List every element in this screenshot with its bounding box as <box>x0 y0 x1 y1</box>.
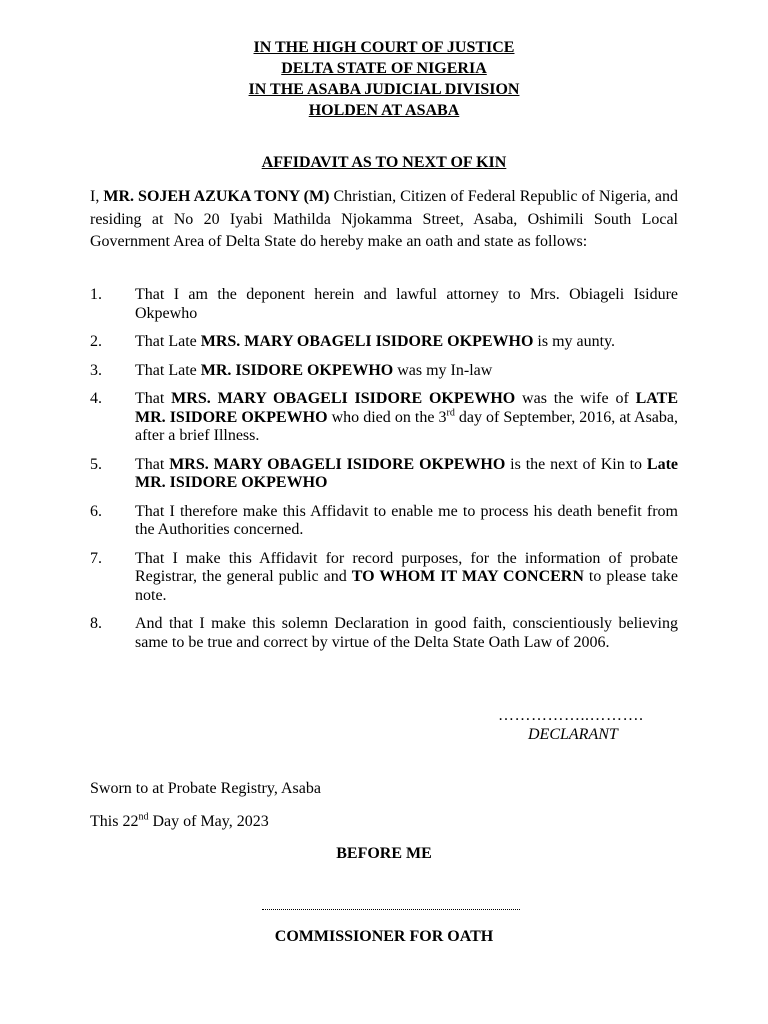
item-number: 2. <box>90 333 102 350</box>
sworn-location: Sworn to at Probate Registry, Asaba <box>90 780 321 797</box>
item-bold-name: MRS. MARY OBAGELI ISIDORE OKPEWHO <box>169 455 506 473</box>
sworn-date <box>90 813 269 831</box>
list-item <box>90 390 678 446</box>
item-bold-phrase: TO WHOM IT MAY CONCERN <box>351 568 584 585</box>
intro-prefix: I, <box>90 188 104 205</box>
item-text-part: That Late <box>135 333 201 350</box>
item-text: That I therefore make this Affidavit to enable me to process his death benefit from the Authorities concerned. <box>135 502 678 538</box>
item-text: That I am the deponent herein and lawful attorney to Mrs. Obiageli Isidure Okpewho <box>135 286 678 322</box>
list-item <box>90 333 678 352</box>
item-text <box>135 390 678 446</box>
commissioner-label: COMMISSIONER FOR OATH <box>274 928 494 945</box>
item-bold-name: Late MR. ISIDORE OKPEWHO <box>135 455 678 491</box>
item-bold-name: MRS. MARY OBAGELI ISIDORE OKPEWHO <box>171 390 516 407</box>
item-number: 5. <box>90 455 102 473</box>
item-number: 8. <box>90 615 102 632</box>
item-text-part: to please take note. <box>135 568 678 604</box>
list-item <box>90 615 678 652</box>
date-suffix: Day of May, 2023 <box>148 813 269 830</box>
item-text-part: was the wife of <box>515 390 636 407</box>
header-line-2: DELTA STATE OF NIGERIA <box>281 60 487 77</box>
item-bold-name: MR. ISIDORE OKPEWHO <box>200 361 394 379</box>
item-text-part: That <box>135 390 172 407</box>
header-line-4: HOLDEN AT ASABA <box>308 102 460 119</box>
item-number: 1. <box>90 286 102 303</box>
list-item <box>90 362 678 381</box>
header-line-1: IN THE HIGH COURT OF JUSTICE <box>253 39 515 56</box>
intro-body: Christian, Citizen of Federal Republic of Nigeria, and residing at No 20 Iyabi Mathilda Njokamma Street, Asaba, Oshimili South Local Government Area of Delta State do hereby make an oath and state as follows: <box>90 188 678 250</box>
list-item <box>90 550 678 606</box>
item-bold-name: MRS. MARY OBAGELI ISIDORE OKPEWHO <box>200 333 534 350</box>
list-item <box>90 286 678 323</box>
declarant-signature-line: ……………..………. <box>498 707 644 724</box>
list-item <box>90 503 678 540</box>
deponent-name: MR. SOJEH AZUKA TONY (M) <box>103 188 330 205</box>
item-number: 7. <box>90 549 102 567</box>
item-text: And that I make this solemn Declaration in good faith, conscientiously believing same to be true and correct by virtue of the Delta State Oath Law of 2006. <box>135 615 678 651</box>
intro-paragraph <box>90 186 678 254</box>
item-text-part: That I make this Affidavit for record purposes, for the information of probate Registrar, the general public and <box>135 549 678 585</box>
item-text <box>135 550 678 606</box>
list-item <box>90 456 678 493</box>
item-text <box>135 333 678 352</box>
item-number: 4. <box>90 390 102 407</box>
ordinal-suffix: nd <box>138 811 149 823</box>
document-title: AFFIDAVIT AS TO NEXT OF KIN <box>261 154 507 171</box>
commissioner-signature-line <box>262 909 520 910</box>
affidavit-items <box>90 286 678 662</box>
item-text-part: is my aunty. <box>533 333 616 350</box>
court-header <box>0 37 768 121</box>
before-me-heading: BEFORE ME <box>336 845 432 862</box>
item-text <box>135 362 678 381</box>
declarant-label: DECLARANT <box>528 726 618 743</box>
item-text-part: That Late <box>135 361 201 379</box>
item-text-part: who died on the 3 <box>327 408 447 426</box>
item-text-part: day of September, 2016, at Asaba, after a brief Illness. <box>135 408 679 444</box>
ordinal-suffix: rd <box>446 407 455 419</box>
item-number: 6. <box>90 502 102 520</box>
item-bold-name: LATE MR. ISIDORE OKPEWHO <box>135 390 678 426</box>
item-text-part: That <box>135 455 170 473</box>
item-text-part: was my In-law <box>393 361 493 379</box>
item-text <box>135 456 678 493</box>
item-number: 3. <box>90 361 102 379</box>
header-line-3: IN THE ASABA JUDICIAL DIVISION <box>248 81 520 98</box>
item-text-part: is the next of Kin to <box>505 455 647 473</box>
date-prefix: This 22 <box>90 813 139 830</box>
